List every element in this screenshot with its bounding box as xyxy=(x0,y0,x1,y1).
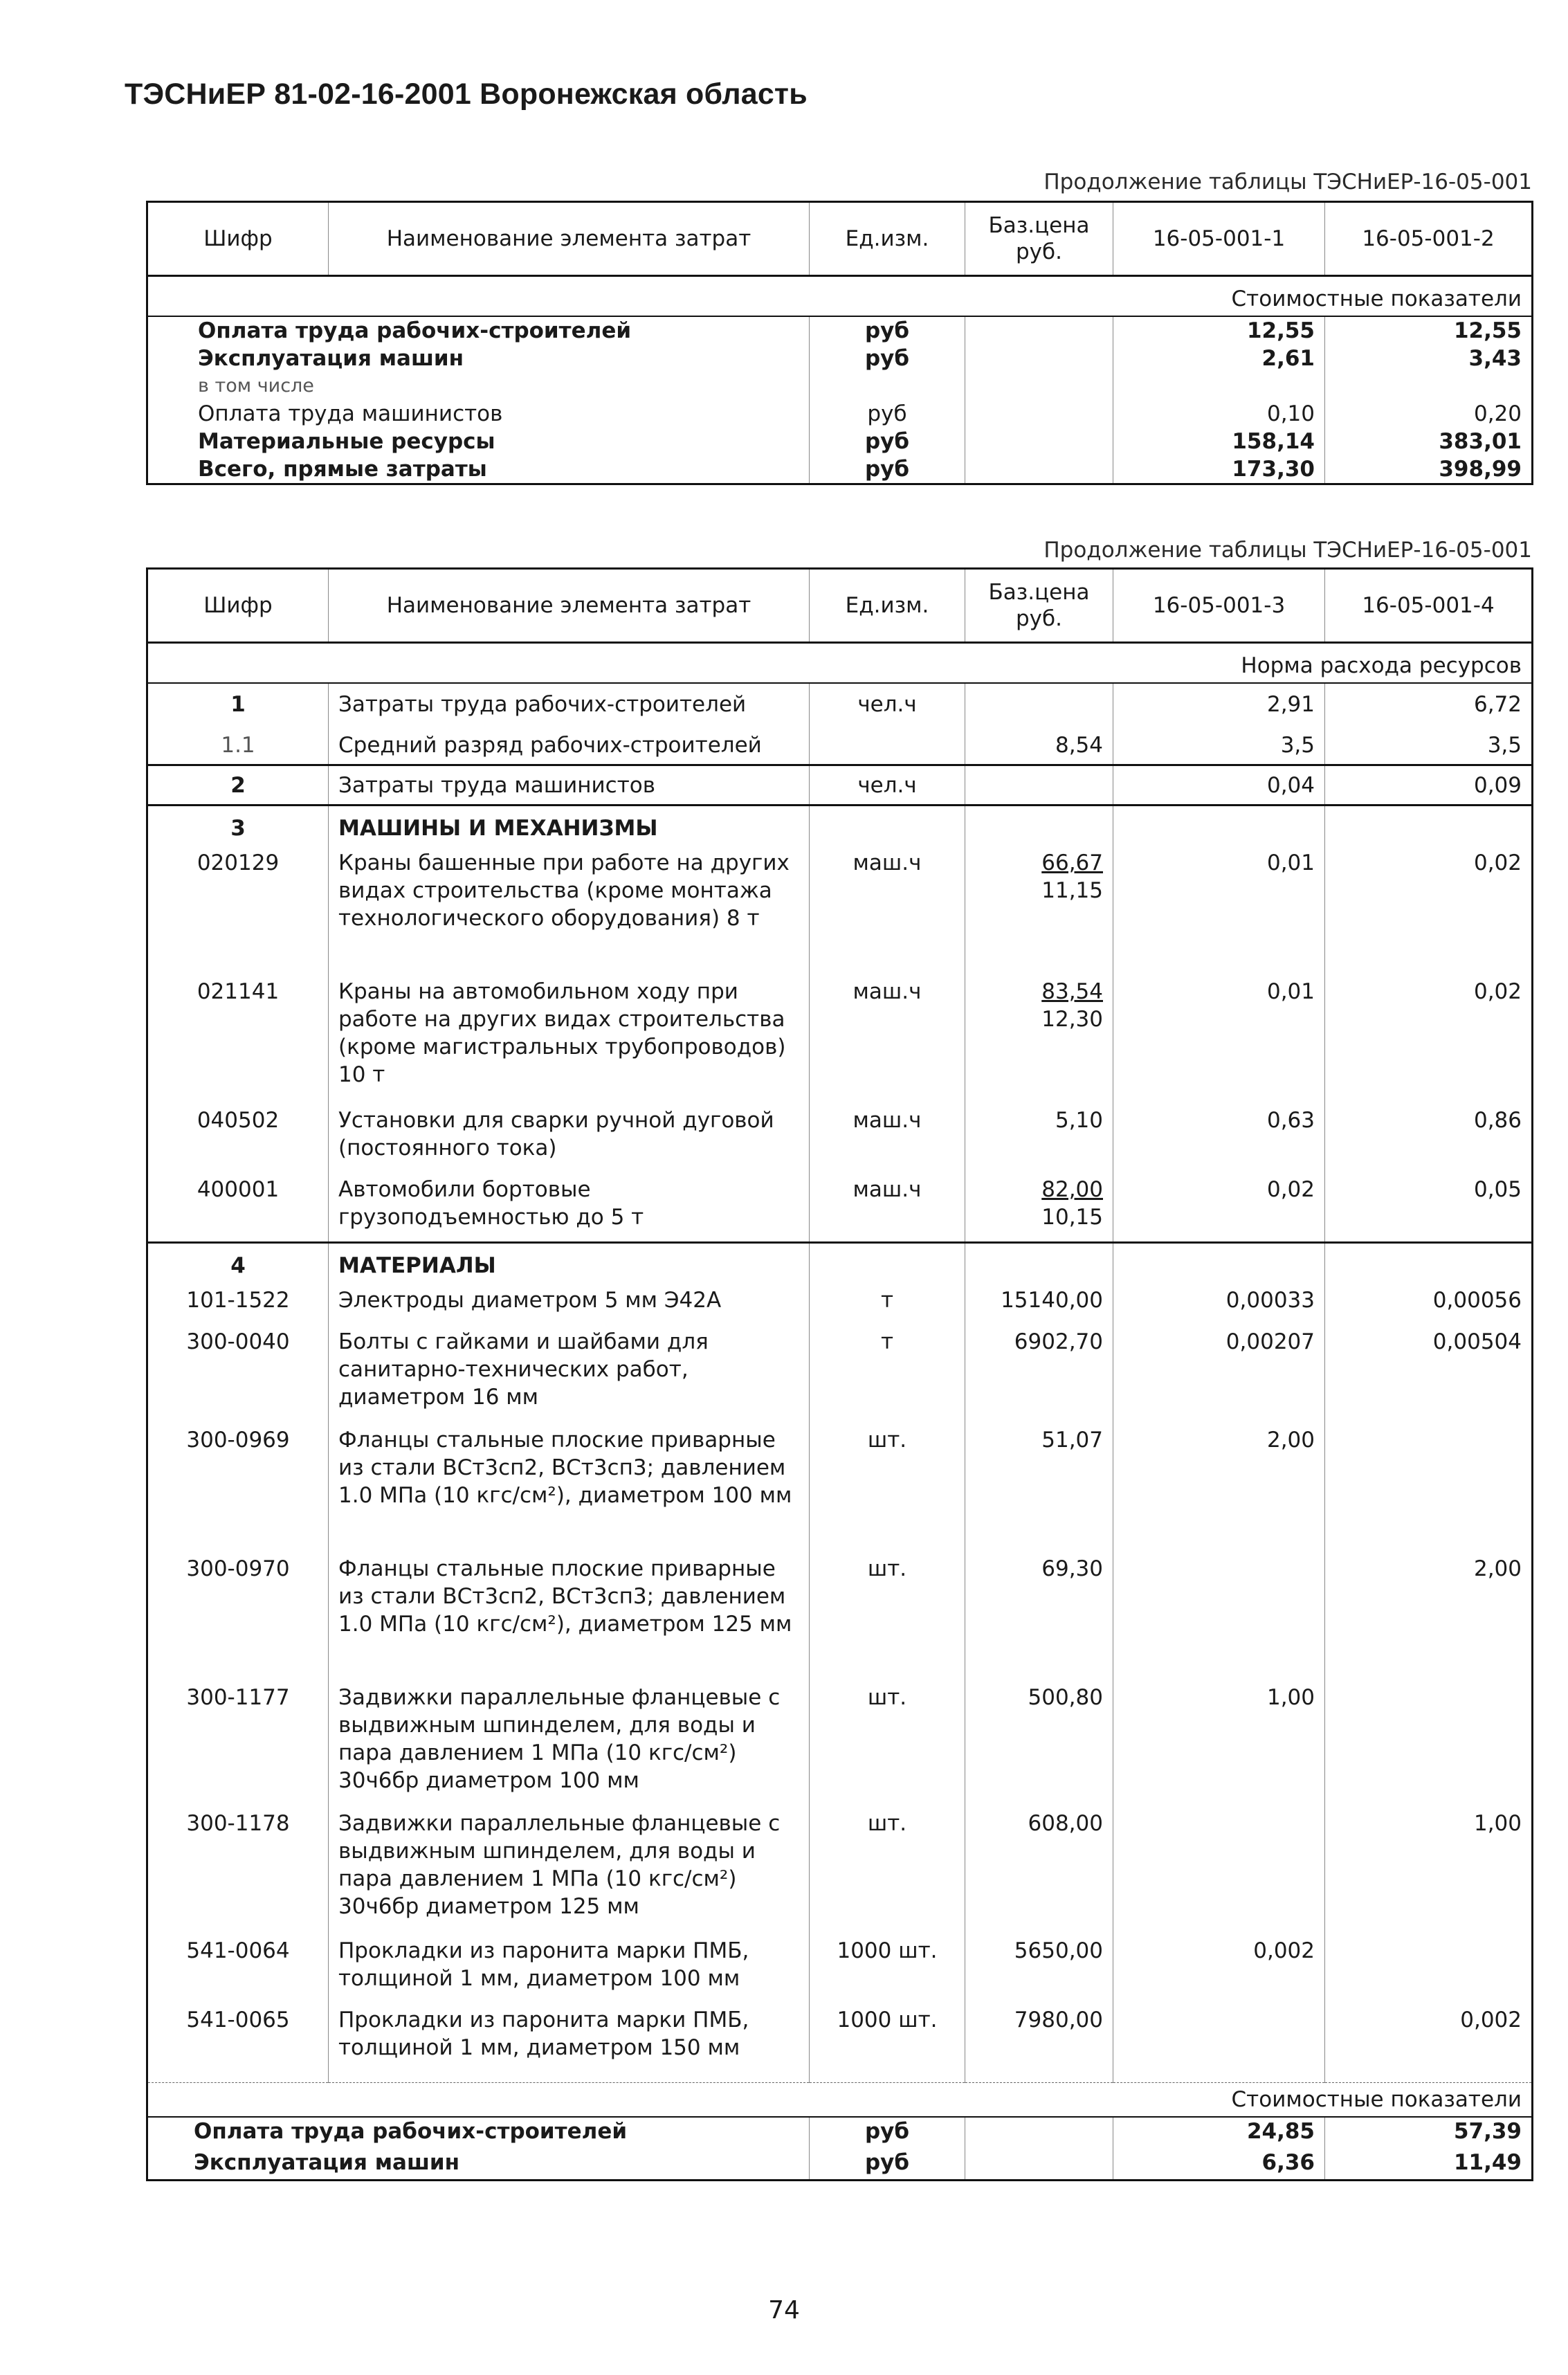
row-code: 300-0040 xyxy=(186,1329,290,1354)
row-value-b: 0,05 xyxy=(1325,1176,1533,1242)
row-value-b xyxy=(1325,1426,1533,1555)
row-value-b: 0,86 xyxy=(1325,1107,1533,1176)
row-name: Всего, прямые затраты xyxy=(198,457,487,482)
row-code: 300-1178 xyxy=(186,1811,290,1836)
row-value-b: 2,00 xyxy=(1325,1555,1533,1684)
page-title: ТЭСНиЕР 81-02-16-2001 Воронежская область xyxy=(125,78,808,111)
row-name: Затраты труда рабочих-строителей xyxy=(329,683,810,726)
row-price xyxy=(965,400,1113,428)
row-value-a: 12,55 xyxy=(1113,316,1325,345)
row-value-b: 0,02 xyxy=(1325,849,1533,978)
row-name: МАШИНЫ И МЕХАНИЗМЫ xyxy=(329,805,810,849)
col-header-code: Шифр xyxy=(203,593,273,618)
row-value-b: 0,20 xyxy=(1325,400,1533,428)
col-header-b: 16-05-001-2 xyxy=(1325,202,1533,276)
table-row xyxy=(147,316,1533,345)
row-code: 1 xyxy=(230,692,246,717)
row-code: 300-0970 xyxy=(186,1556,290,1581)
row-value-a xyxy=(1113,1810,1325,1937)
row-unit: шт. xyxy=(810,1426,965,1555)
row-value-b: 3,5 xyxy=(1325,726,1533,765)
row-name: Оплата труда машинистов xyxy=(198,401,503,426)
row-name: Прокладки из паронита марки ПМБ, толщиной 1 мм, диаметром 150 мм xyxy=(329,2006,810,2082)
row-value-b: 0,00504 xyxy=(1325,1328,1533,1426)
row-value-a xyxy=(1113,2006,1325,2082)
table-row xyxy=(147,849,1533,978)
col-header-base-price: Баз.цена руб. xyxy=(965,202,1113,276)
row-value-a: 24,85 xyxy=(1113,2117,1325,2149)
row-value-b: 0,02 xyxy=(1325,978,1533,1107)
row-price xyxy=(965,1176,1113,1242)
row-value-a: 0,01 xyxy=(1113,849,1325,978)
row-price xyxy=(965,345,1113,372)
row-price: 5650,00 xyxy=(965,1937,1113,2006)
row-value-a: 0,02 xyxy=(1113,1176,1325,1242)
row-value-b: 383,01 xyxy=(1325,428,1533,455)
row-unit: шт. xyxy=(810,1555,965,1684)
row-name: Эксплуатация машин xyxy=(194,2149,460,2175)
row-unit xyxy=(810,805,965,849)
section-label: Стоимостные показатели xyxy=(147,276,1533,317)
row-name: Средний разряд рабочих-строителей xyxy=(329,726,810,765)
row-price: 8,54 xyxy=(965,726,1113,765)
row-name: Материальные ресурсы xyxy=(198,429,495,454)
row-unit: т xyxy=(810,1286,965,1328)
row-name: Фланцы стальные плоские приварные из стали ВСт3сп2, ВСт3сп3; давлением 1.0 МПа (10 кгс/см²), диаметром 125 мм xyxy=(329,1555,810,1684)
table-row xyxy=(147,1328,1533,1426)
row-price xyxy=(965,978,1113,1107)
price-labor: 11,15 xyxy=(1041,878,1103,903)
table-row xyxy=(147,1684,1533,1810)
table-row xyxy=(147,372,1533,400)
row-price xyxy=(965,372,1113,400)
page-number: 74 xyxy=(768,2296,800,2324)
table-row xyxy=(147,726,1533,765)
row-name: Автомобили бортовые грузоподъемностью до 5 т xyxy=(329,1176,810,1242)
row-value-a: 2,00 xyxy=(1113,1426,1325,1555)
row-price xyxy=(965,849,1113,978)
row-value-b xyxy=(1325,1684,1533,1810)
row-value-a: 2,61 xyxy=(1113,345,1325,372)
row-unit: маш.ч xyxy=(810,1176,965,1242)
row-price: 69,30 xyxy=(965,1555,1113,1684)
row-unit: шт. xyxy=(810,1684,965,1810)
row-value-b: 0,002 xyxy=(1325,2006,1533,2082)
row-value-a: 3,5 xyxy=(1113,726,1325,765)
row-name: Болты с гайками и шайбами для санитарно-технических работ, диаметром 16 мм xyxy=(329,1328,810,1426)
table-row xyxy=(147,683,1533,726)
row-code: 3 xyxy=(230,815,246,841)
table-row xyxy=(147,1242,1533,1286)
row-value-b xyxy=(1325,805,1533,849)
row-unit xyxy=(810,1242,965,1286)
row-unit xyxy=(810,726,965,765)
row-name: Прокладки из паронита марки ПМБ, толщиной 1 мм, диаметром 100 мм xyxy=(329,1937,810,2006)
row-price xyxy=(965,316,1113,345)
table-row xyxy=(147,1286,1533,1328)
row-code: 300-0969 xyxy=(186,1428,290,1453)
cost-table-1 xyxy=(146,201,1533,485)
table-row xyxy=(147,1555,1533,1684)
row-code: 4 xyxy=(230,1253,246,1278)
price-main: 83,54 xyxy=(1041,979,1103,1004)
col-header-unit: Ед.изм. xyxy=(810,569,965,643)
row-value-a: 0,04 xyxy=(1113,765,1325,805)
section-label: Стоимостные показатели xyxy=(147,2082,1533,2117)
row-value-a: 0,10 xyxy=(1113,400,1325,428)
table2-header-row xyxy=(147,569,1533,643)
row-unit xyxy=(810,372,965,400)
section-row xyxy=(147,276,1533,317)
table1-caption: Продолжение таблицы ТЭСНиЕР-16-05-001 xyxy=(1043,170,1532,194)
row-unit: 1000 шт. xyxy=(810,2006,965,2082)
row-value-b xyxy=(1325,1242,1533,1286)
row-price xyxy=(965,805,1113,849)
row-value-b: 57,39 xyxy=(1325,2117,1533,2149)
row-unit: руб xyxy=(810,2117,965,2149)
table-row xyxy=(147,805,1533,849)
table-row xyxy=(147,2117,1533,2149)
row-value-a: 0,00033 xyxy=(1113,1286,1325,1328)
price-labor: 10,15 xyxy=(1041,1205,1103,1230)
row-value-b: 12,55 xyxy=(1325,316,1533,345)
row-name: в том числе xyxy=(198,375,314,397)
row-unit: маш.ч xyxy=(810,849,965,978)
row-value-a xyxy=(1113,372,1325,400)
table-row xyxy=(147,455,1533,484)
row-price: 608,00 xyxy=(965,1810,1113,1937)
row-name: Затраты труда машинистов xyxy=(329,765,810,805)
row-unit: маш.ч xyxy=(810,978,965,1107)
row-unit: маш.ч xyxy=(810,1107,965,1176)
row-value-a: 2,91 xyxy=(1113,683,1325,726)
row-code: 020129 xyxy=(197,850,280,875)
row-code: 400001 xyxy=(197,1177,280,1202)
price-labor: 12,30 xyxy=(1041,1007,1103,1032)
row-value-a: 0,002 xyxy=(1113,1937,1325,2006)
col-header-a: 16-05-001-3 xyxy=(1113,569,1325,643)
row-price: 15140,00 xyxy=(965,1286,1113,1328)
row-unit: чел.ч xyxy=(810,765,965,805)
row-value-a xyxy=(1113,805,1325,849)
row-price xyxy=(965,1242,1113,1286)
row-unit: руб xyxy=(810,316,965,345)
row-value-b: 6,72 xyxy=(1325,683,1533,726)
row-code: 2 xyxy=(230,772,246,798)
col-header-base-price: Баз.цена руб. xyxy=(965,569,1113,643)
row-unit: т xyxy=(810,1328,965,1426)
row-price: 51,07 xyxy=(965,1426,1113,1555)
row-code: 101-1522 xyxy=(186,1288,290,1313)
col-header-name: Наименование элемента затрат xyxy=(329,202,810,276)
table-row xyxy=(147,978,1533,1107)
row-value-a xyxy=(1113,1242,1325,1286)
col-header-unit: Ед.изм. xyxy=(810,202,965,276)
col-header-name: Наименование элемента затрат xyxy=(329,569,810,643)
row-price xyxy=(965,683,1113,726)
row-code: 1.1 xyxy=(221,733,255,758)
row-value-a xyxy=(1113,1555,1325,1684)
row-value-b: 398,99 xyxy=(1325,455,1533,484)
row-value-b: 0,09 xyxy=(1325,765,1533,805)
row-name: Задвижки параллельные фланцевые с выдвижным шпинделем, для воды и пара давлением 1 МПа (10 кгс/см²) 30ч6бр диаметром 100 мм xyxy=(329,1684,810,1810)
table-row xyxy=(147,765,1533,805)
price-main: 66,67 xyxy=(1041,850,1103,875)
row-name: Краны башенные при работе на других видах строительства (кроме монтажа технологического оборудования) 8 т xyxy=(329,849,810,978)
row-code: 300-1177 xyxy=(186,1685,290,1710)
row-price: 6902,70 xyxy=(965,1328,1113,1426)
row-value-a: 0,01 xyxy=(1113,978,1325,1107)
resource-table-2 xyxy=(146,567,1533,2181)
row-name: Задвижки параллельные фланцевые с выдвижным шпинделем, для воды и пара давлением 1 МПа (10 кгс/см²) 30ч6бр диаметром 125 мм xyxy=(329,1810,810,1937)
row-unit: руб xyxy=(810,2149,965,2181)
row-name: Электроды диаметром 5 мм Э42А xyxy=(329,1286,810,1328)
table-row xyxy=(147,1937,1533,2006)
row-value-b: 0,00056 xyxy=(1325,1286,1533,1328)
row-name: Оплата труда рабочих-строителей xyxy=(194,2118,628,2144)
row-value-a: 158,14 xyxy=(1113,428,1325,455)
row-code: 040502 xyxy=(197,1108,280,1133)
row-price xyxy=(965,2117,1113,2149)
row-value-a: 1,00 xyxy=(1113,1684,1325,1810)
table-row xyxy=(147,1810,1533,1937)
section-row xyxy=(147,643,1533,684)
table-row xyxy=(147,1107,1533,1176)
row-unit: руб xyxy=(810,428,965,455)
col-header-code: Шифр xyxy=(203,226,273,251)
row-unit: руб xyxy=(810,455,965,484)
row-value-a: 6,36 xyxy=(1113,2149,1325,2181)
row-value-a: 173,30 xyxy=(1113,455,1325,484)
col-header-a: 16-05-001-1 xyxy=(1113,202,1325,276)
row-unit: руб xyxy=(810,400,965,428)
price-main: 82,00 xyxy=(1041,1177,1103,1202)
row-name: Краны на автомобильном ходу при работе на других видах строительства (кроме магистральных трубопроводов) 10 т xyxy=(329,978,810,1107)
row-value-b: 1,00 xyxy=(1325,1810,1533,1937)
row-value-a: 0,63 xyxy=(1113,1107,1325,1176)
table1-header-row xyxy=(147,202,1533,276)
row-price: 7980,00 xyxy=(965,2006,1113,2082)
row-name: Фланцы стальные плоские приварные из стали ВСт3сп2, ВСт3сп3; давлением 1.0 МПа (10 кгс/см²), диаметром 100 мм xyxy=(329,1426,810,1555)
row-unit: чел.ч xyxy=(810,683,965,726)
section-row xyxy=(147,2082,1533,2117)
row-unit: шт. xyxy=(810,1810,965,1937)
row-price xyxy=(965,2149,1113,2181)
row-price xyxy=(965,765,1113,805)
row-value-b xyxy=(1325,1937,1533,2006)
col-header-b: 16-05-001-4 xyxy=(1325,569,1533,643)
row-value-b xyxy=(1325,372,1533,400)
row-code: 021141 xyxy=(197,979,280,1004)
row-value-b: 11,49 xyxy=(1325,2149,1533,2181)
table-row xyxy=(147,428,1533,455)
row-name: Установки для сварки ручной дуговой (постоянного тока) xyxy=(329,1107,810,1176)
table-row xyxy=(147,1426,1533,1555)
row-name: Эксплуатация машин xyxy=(198,346,464,371)
row-price xyxy=(965,428,1113,455)
row-price xyxy=(965,455,1113,484)
row-code: 541-0065 xyxy=(186,2008,290,2032)
table-row xyxy=(147,2006,1533,2082)
table-row xyxy=(147,2149,1533,2181)
row-unit: руб xyxy=(810,345,965,372)
row-value-a: 0,00207 xyxy=(1113,1328,1325,1426)
table-row xyxy=(147,1176,1533,1242)
row-value-b: 3,43 xyxy=(1325,345,1533,372)
row-price: 5,10 xyxy=(965,1107,1113,1176)
table-row xyxy=(147,345,1533,372)
row-unit: 1000 шт. xyxy=(810,1937,965,2006)
section-label: Норма расхода ресурсов xyxy=(147,643,1533,684)
row-name: Оплата труда рабочих-строителей xyxy=(198,318,632,343)
table-row xyxy=(147,400,1533,428)
row-price: 500,80 xyxy=(965,1684,1113,1810)
table2-caption: Продолжение таблицы ТЭСНиЕР-16-05-001 xyxy=(1043,538,1532,563)
row-name: МАТЕРИАЛЫ xyxy=(329,1242,810,1286)
row-code: 541-0064 xyxy=(186,1938,290,1963)
